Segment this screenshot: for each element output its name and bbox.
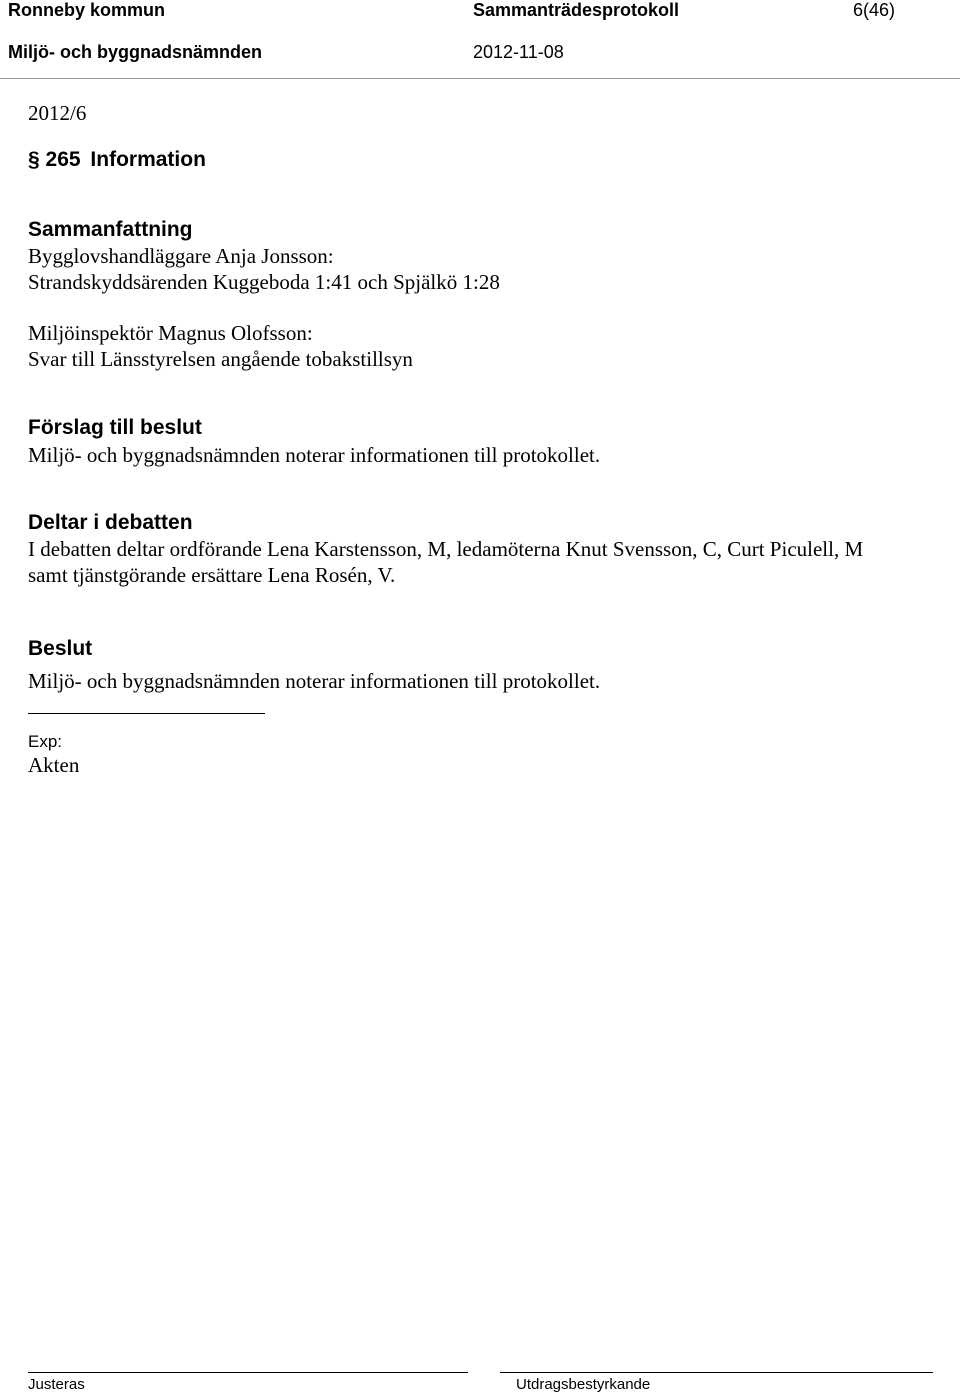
summary-heading: Sammanfattning [28, 218, 193, 241]
section-number: 265 [45, 148, 81, 171]
summary-line: Bygglovshandläggare Anja Jonsson: [28, 244, 334, 268]
proposal-text: Miljö- och byggnadsnämnden noterar informationen till protokollet. [28, 443, 601, 467]
document-type: Sammanträdesprotokoll [473, 0, 680, 20]
decision-text: Miljö- och byggnadsnämnden noterar informationen till protokollet. [28, 669, 601, 693]
debate-line: samt tjänstgörande ersättare Lena Rosén, V. [28, 563, 396, 587]
summary-line: Svar till Länsstyrelsen angående tobakstillsyn [28, 347, 413, 371]
footer-justeras-label: Justeras [28, 1376, 85, 1393]
section-heading [28, 148, 206, 172]
case-number: 2012/6 [28, 101, 87, 125]
signature-line-left [28, 1372, 468, 1373]
debate-line: I debatten deltar ordförande Lena Karstensson, M, ledamöterna Knut Svensson, C, Curt Piculell, M [28, 537, 864, 561]
section-title: Information [90, 148, 206, 171]
meeting-date: 2012-11-08 [473, 42, 564, 62]
committee-name: Miljö- och byggnadsnämnden [8, 42, 263, 62]
proposal-heading: Förslag till beslut [28, 416, 202, 439]
section-symbol: § [28, 148, 40, 171]
municipality-name: Ronneby kommun [8, 0, 166, 20]
decision-heading: Beslut [28, 637, 93, 660]
footer-utdrag-label: Utdragsbestyrkande [516, 1376, 651, 1393]
distribution-recipient: Akten [28, 753, 80, 777]
signature-line-right [500, 1372, 933, 1373]
summary-line: Miljöinspektör Magnus Olofsson: [28, 321, 313, 345]
header-divider [0, 78, 960, 79]
page-number: 6(46) [853, 0, 896, 20]
summary-line: Strandskyddsärenden Kuggeboda 1:41 och Spjälkö 1:28 [28, 270, 500, 294]
decision-rule [28, 713, 265, 714]
debate-heading: Deltar i debatten [28, 511, 193, 534]
distribution-label: Exp: [28, 732, 63, 751]
